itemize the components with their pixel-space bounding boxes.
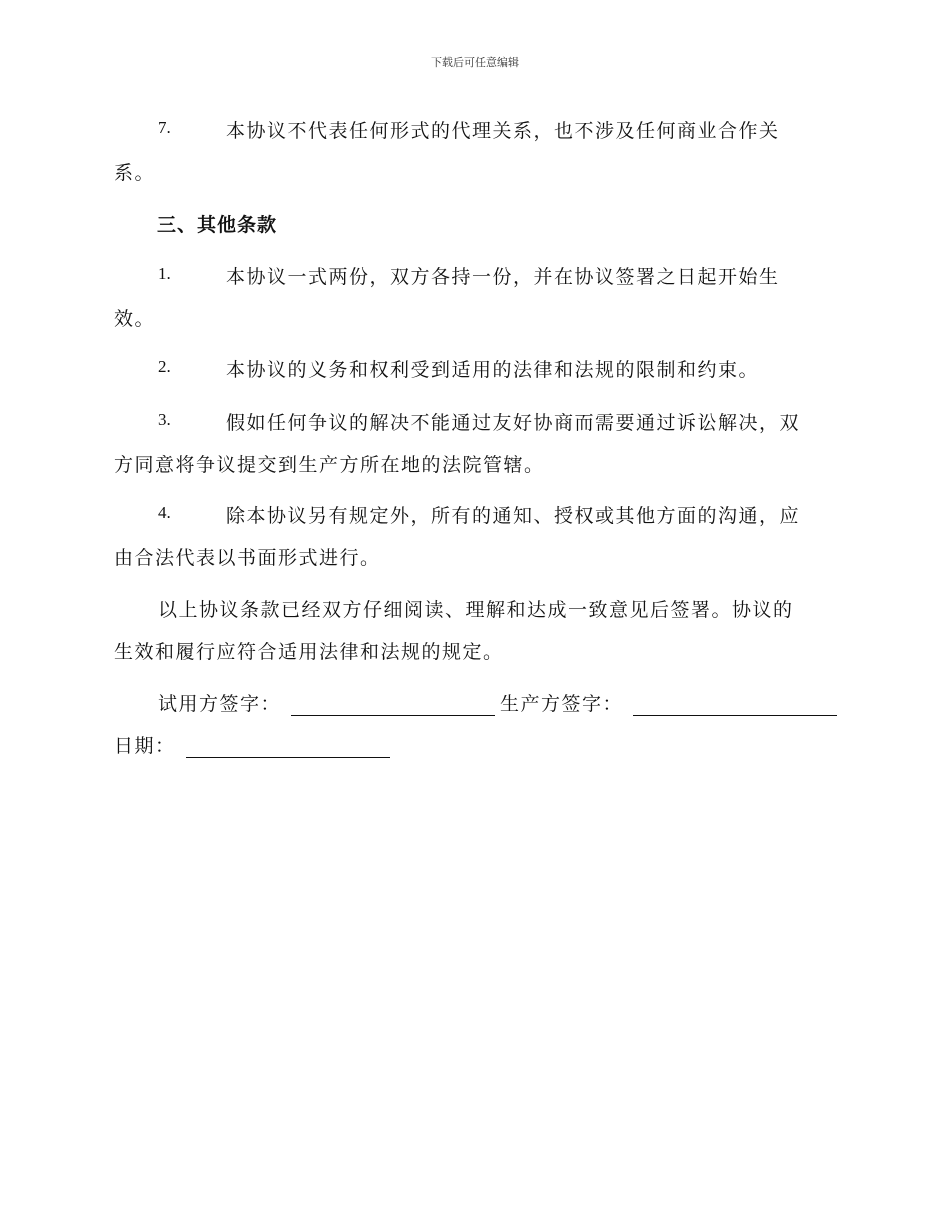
- page-header: 下载后可任意编辑: [431, 56, 519, 69]
- trial-party-blank[interactable]: [291, 697, 495, 716]
- date-blank[interactable]: [186, 739, 390, 758]
- closing-line1: 以上协议条款已经双方仔细阅读、理解和达成一致意见后签署。协议的: [158, 599, 794, 621]
- trial-party-label: 试用方签字：: [158, 693, 282, 715]
- item-number: 1.: [158, 264, 171, 283]
- producer-label: 生产方签字：: [500, 693, 624, 715]
- item-text-line1: 本协议的义务和权利受到适用的法律和法规的限制和约束。: [226, 359, 760, 381]
- item-number: 2.: [158, 357, 171, 376]
- item-text-line2: 效。: [114, 308, 156, 330]
- item-text-line2: 由合法代表以书面形式进行。: [114, 547, 381, 569]
- date-signature: [114, 731, 390, 758]
- clause-number: 7.: [158, 118, 171, 137]
- producer-signature: [500, 689, 837, 716]
- section-heading: 三、其他条款: [157, 214, 278, 236]
- item-number: 3.: [158, 410, 171, 429]
- clause-text-line2: 系。: [114, 162, 156, 184]
- item-text-line2: 方同意将争议提交到生产方所在地的法院管辖。: [114, 454, 545, 476]
- clause-text-line1: 本协议不代表任何形式的代理关系，也不涉及任何商业合作关: [226, 120, 780, 142]
- trial-party-signature: [158, 689, 495, 716]
- date-label: 日期：: [114, 735, 176, 757]
- item-number: 4.: [158, 503, 171, 522]
- item-text-line1: 假如任何争议的解决不能通过友好协商而需要通过诉讼解决，双: [226, 412, 801, 434]
- closing-line2: 生效和履行应符合适用法律和法规的规定。: [114, 641, 504, 663]
- item-text-line1: 除本协议另有规定外，所有的通知、授权或其他方面的沟通，应: [226, 505, 801, 527]
- producer-blank[interactable]: [633, 697, 837, 716]
- item-text-line1: 本协议一式两份，双方各持一份，并在协议签署之日起开始生: [226, 266, 780, 288]
